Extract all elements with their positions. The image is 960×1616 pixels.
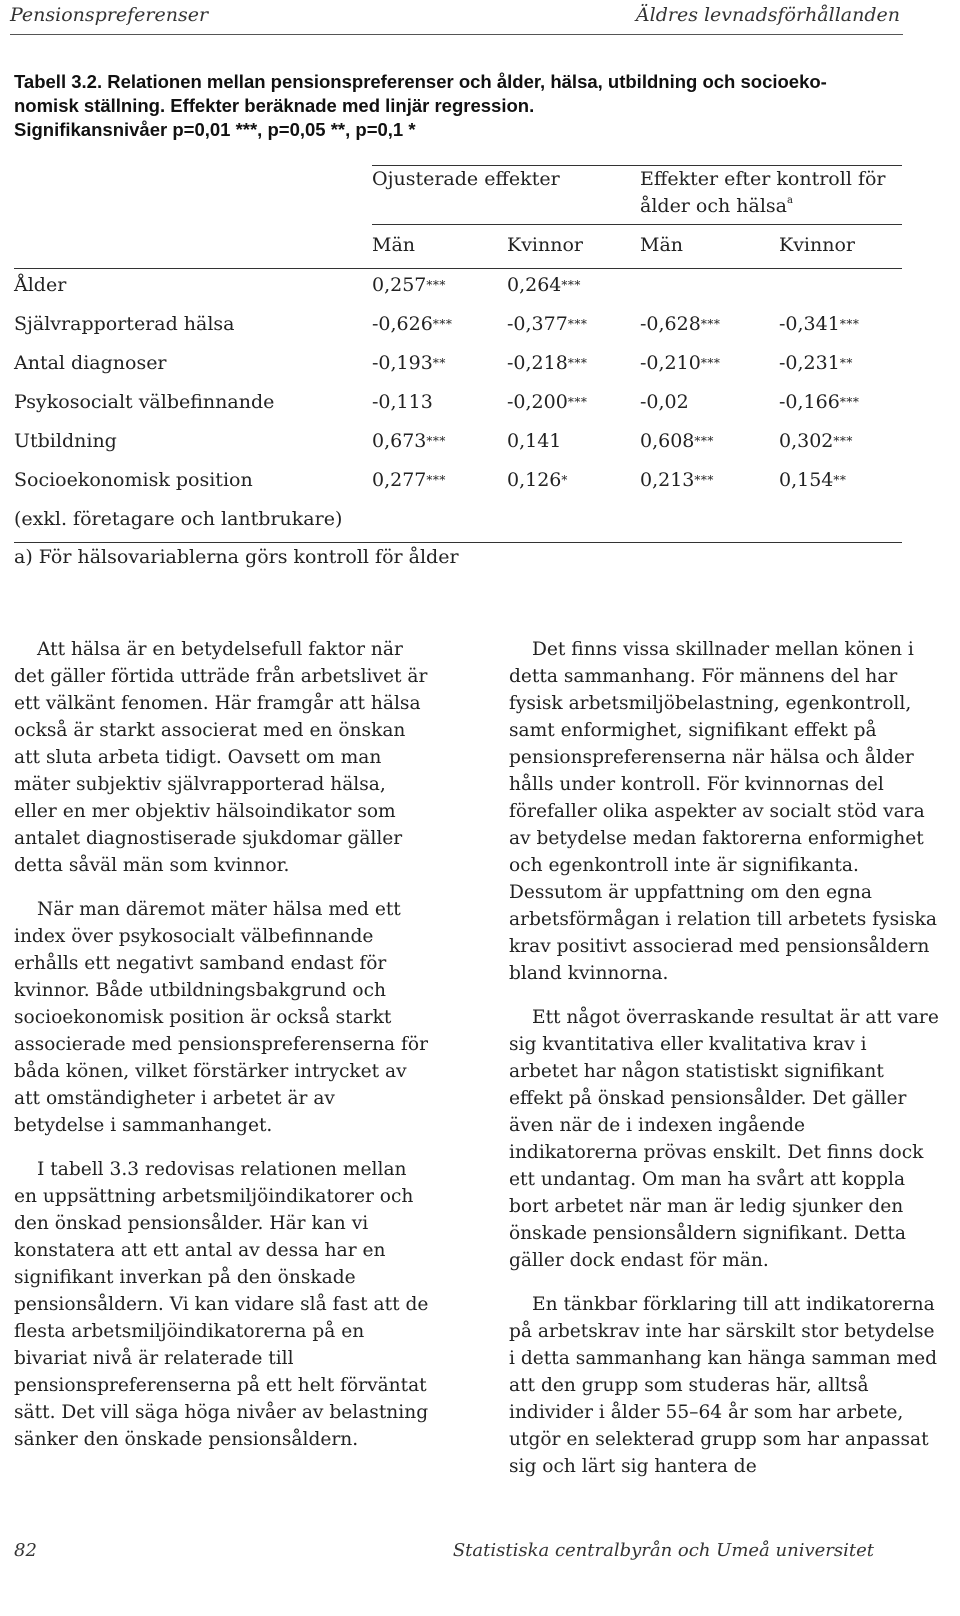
coefficient-cell (372, 313, 452, 335)
significance-stars: *** (700, 317, 721, 331)
coefficient-value: -0,113 (372, 391, 433, 413)
coefficient-value: 0,213 (640, 469, 695, 491)
paragraph: Att hälsa är en betydelsefull faktor när det gäller förtida utträde från arbetslivet är ett välkänt fenomen. Här framgår att hälsa också är starkt associerat med en önskan att sluta arbeta tidigt. Oavsett om man mäter subjektiv självrapporterad hälsa, eller en mer objektiv hälsoindikator som antalet diagnostiserade sjukdomar gäller detta såväl män som kvinnor. (14, 639, 428, 876)
coefficient-value: 0,277 (372, 469, 427, 491)
significance-stars: *** (426, 473, 446, 487)
coefficient-value: 0,126 (507, 469, 562, 491)
coefficient-cell (372, 274, 446, 296)
column-header-women-adjusted: Kvinnor (779, 234, 855, 256)
significance-stars: *** (700, 356, 721, 370)
significance-stars: *** (694, 473, 714, 487)
running-header-book-title: Äldres levnadsförhållanden (635, 4, 900, 26)
coefficient-value: 0,608 (640, 430, 695, 452)
table-footnote: a) För hälsovariablerna görs kontroll för ålder (14, 546, 459, 568)
page-number: 82 (14, 1540, 37, 1561)
significance-stars: ** (432, 356, 446, 370)
paragraph: I tabell 3.3 redovisas relationen mellan en uppsättning arbetsmiljöindikatorer och den önskad pensionsålder. Här kan vi konstatera att ett antal av dessa har en signifikant inverkan på den önskade pensionsåldern. Vi kan vidare slå fast att de flesta arbetsmiljöindikatorerna på en bivariat nivå är relaterade till pensionspreferenserna på ett helt förväntat sätt. Det vill säga höga nivåer av belastning sänker den önskade pensionsåldern. (14, 1159, 429, 1450)
coefficient-value: -0,341 (779, 313, 840, 335)
significance-stars: *** (567, 395, 588, 409)
coefficient-value: -0,200 (507, 391, 568, 413)
page-footer (14, 1540, 874, 1566)
coefficient-cell (507, 469, 568, 491)
column-header-men-unadjusted: Män (372, 234, 416, 256)
coefficient-cell (372, 391, 433, 413)
coefficient-value: 0,302 (779, 430, 834, 452)
body-column-left (14, 636, 429, 1470)
header-rule (10, 34, 903, 35)
footnote-marker-a: a (787, 195, 793, 206)
row-label: Utbildning (14, 430, 117, 452)
caption-line-1: Tabell 3.2. Relationen mellan pensionspreferenser och ålder, hälsa, utbildning och socioeko- (14, 71, 827, 92)
coefficient-cell (640, 430, 714, 452)
coefficient-cell (779, 391, 859, 413)
running-header-section: Pensionspreferenser (10, 4, 209, 26)
table-top-rule (372, 165, 902, 166)
coefficient-value: 0,673 (372, 430, 427, 452)
coefficient-cell (507, 430, 561, 452)
group-header-rule (372, 224, 902, 225)
coefficient-value: -0,02 (640, 391, 689, 413)
coefficient-cell (779, 430, 853, 452)
paragraph: Ett något överraskande resultat är att vare sig kvantitativa eller kvalitativa krav i arbetet har någon statistiskt signifikant effekt på önskad pensionsålder. Det gäller även när de i indexen ingående indikatorerna prövas enskilt. Det finns dock ett undantag. Om man ha svårt att koppla bort arbetet när man är ledig sjunker den önskade pensionsåldern signifikant. Detta gäller dock endast för män. (509, 1007, 939, 1271)
coefficient-value: -0,231 (779, 352, 840, 374)
header-adjusted-effects-line-2 (640, 195, 793, 217)
coefficient-cell (372, 430, 446, 452)
coefficient-cell (640, 352, 720, 374)
row-label: Ålder (14, 274, 67, 296)
coefficient-value: -0,218 (507, 352, 568, 374)
coefficient-value: -0,193 (372, 352, 433, 374)
column-header-women-unadjusted: Kvinnor (507, 234, 583, 256)
significance-stars: *** (694, 434, 714, 448)
table-caption (14, 70, 914, 142)
row-label: Psykosocialt välbefinnande (14, 391, 275, 413)
significance-stars: *** (839, 395, 860, 409)
significance-stars: *** (567, 317, 588, 331)
coefficient-value: -0,210 (640, 352, 701, 374)
column-header-men-adjusted: Män (640, 234, 684, 256)
coefficient-value: -0,628 (640, 313, 701, 335)
coefficient-cell (640, 313, 720, 335)
row-label: Antal diagnoser (14, 352, 167, 374)
coefficient-cell (779, 313, 859, 335)
coefficient-value: -0,377 (507, 313, 568, 335)
running-header (10, 4, 900, 28)
coefficient-cell (640, 469, 714, 491)
row-label: Självrapporterad hälsa (14, 313, 235, 335)
significance-stars: ** (839, 356, 853, 370)
paragraph: Det finns vissa skillnader mellan könen i detta sammanhang. För männens del har fysisk arbetsmiljöbelastning, egenkontroll, samt enformighet, signifikant effekt på pensionspreferenserna när hälsa och ålder hålls under kontroll. För kvinnornas del förefaller olika aspekter av socialt stöd vara av betydelse medan faktorerna enformighet och egenkontroll inte är signifikanta. Dessutom är uppfattning om den egna arbetsförmågan i relation till arbetets fysiska krav positivt associerad med pensionsåldern bland kvinnorna. (509, 639, 938, 984)
caption-significance-line: Signifikansnivåer p=0,01 ***, p=0,05 **, p=0,1 * (14, 119, 416, 140)
coefficient-cell (372, 469, 446, 491)
significance-stars: *** (426, 434, 446, 448)
footer-publisher: Statistiska centralbyrån och Umeå universitet (452, 1540, 874, 1561)
coefficient-cell (507, 391, 587, 413)
header-adjusted-effects-line-1: Effekter efter kontroll för (640, 168, 886, 190)
significance-stars: *** (567, 356, 588, 370)
significance-stars: *** (426, 278, 446, 292)
coefficient-cell (372, 352, 446, 374)
coefficient-value: 0,141 (507, 430, 562, 452)
significance-stars: * (561, 473, 568, 487)
paragraph: När man däremot mäter hälsa med ett index över psykosocialt välbefinnande erhålls ett negativt samband endast för kvinnor. Både utbildningsbakgrund och socioekonomisk position är också starkt associerade med pensionspreferenserna för båda könen, vilket förstärker intrycket av att omständigheter i arbetet är av betydelse i sammanhanget. (14, 899, 428, 1136)
coefficient-value: 0,264 (507, 274, 562, 296)
coefficient-value: -0,166 (779, 391, 840, 413)
coefficient-value: 0,257 (372, 274, 427, 296)
coefficient-cell (507, 274, 581, 296)
column-header-rule (14, 268, 902, 269)
adjusted-effects-text: ålder och hälsa (640, 195, 788, 217)
row-label-continuation: (exkl. företagare och lantbrukare) (14, 508, 343, 530)
significance-stars: *** (839, 317, 860, 331)
coefficient-cell (507, 313, 587, 335)
row-label: Socioekonomisk position (14, 469, 253, 491)
header-unadjusted-effects: Ojusterade effekter (372, 168, 560, 190)
coefficient-value: 0,154 (779, 469, 834, 491)
coefficient-cell (640, 391, 689, 413)
coefficient-value: -0,626 (372, 313, 433, 335)
caption-line-2: nomisk ställning. Effekter beräknade med linjär regression. (14, 95, 535, 116)
significance-stars: *** (561, 278, 581, 292)
coefficient-cell (779, 469, 846, 491)
coefficient-cell (507, 352, 587, 374)
body-column-right (509, 636, 939, 1497)
significance-stars: ** (833, 473, 847, 487)
significance-stars: *** (432, 317, 453, 331)
coefficient-cell (779, 352, 853, 374)
significance-stars: *** (833, 434, 853, 448)
table-bottom-rule (14, 542, 902, 543)
paragraph: En tänkbar förklaring till att indikatorerna på arbetskrav inte har särskilt stor betydelse i detta sammanhang kan hänga samman med att den grupp som studeras här, alltså individer i ålder 55–64 år som har arbete, utgör en selekterad grupp som har anpassat sig och lärt sig hantera de (509, 1294, 938, 1477)
